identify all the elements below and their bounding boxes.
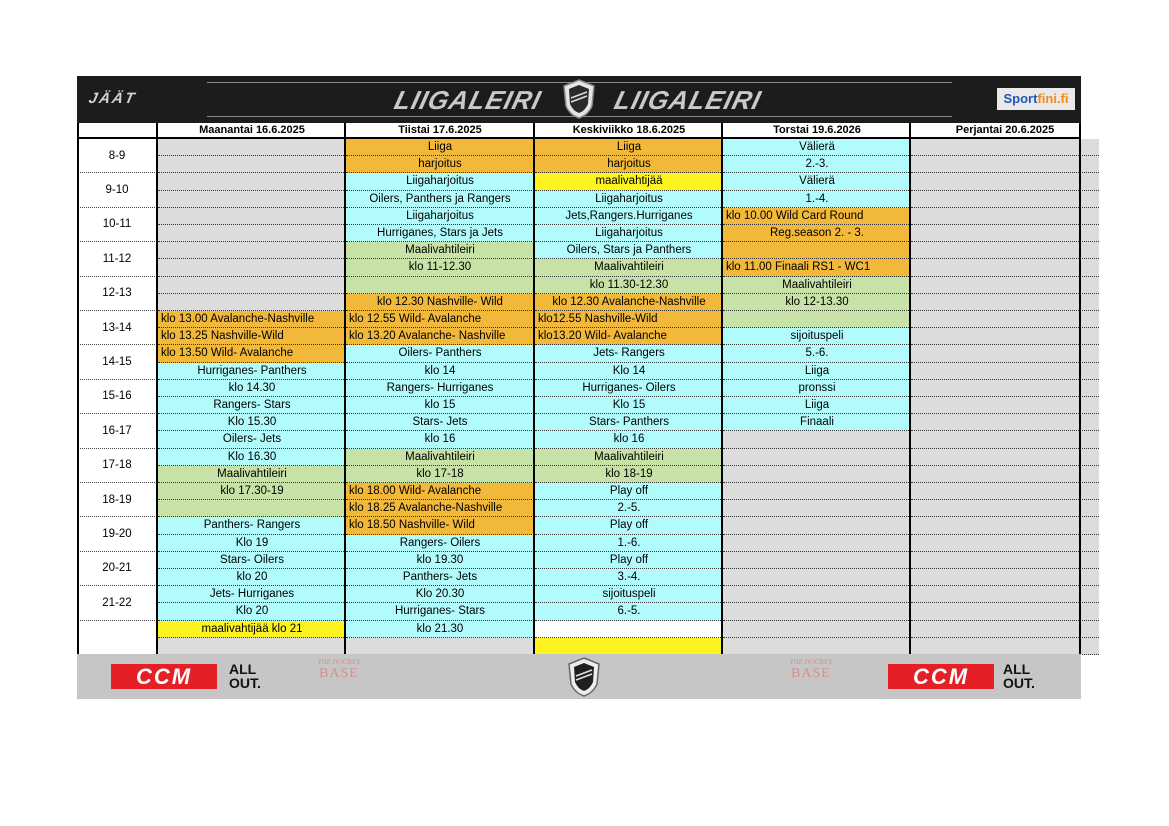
schedule-cell: klo 11.30-12.30 (535, 277, 723, 294)
allout-line1-right: ALL (1003, 661, 1031, 677)
schedule-cell: Maalivahtileiri (346, 449, 534, 466)
ccm-logo-left: CCM (111, 664, 217, 689)
time-slot-label: 8-9 (77, 139, 157, 173)
schedule-cell: klo 18-19 (535, 466, 723, 483)
schedule-cell: Liigaharjoitus (535, 191, 723, 208)
schedule-cell: Liiga (723, 363, 911, 380)
schedule-cell: klo 15 (346, 397, 534, 414)
schedule-cell: maalivahtijää (535, 173, 723, 190)
schedule-cell: 5.-6. (723, 345, 911, 362)
schedule-cell: Hurriganes- Panthers (158, 363, 346, 380)
schedule-cell (158, 294, 346, 311)
schedule-cell (911, 328, 1099, 345)
time-slot-label: 19-20 (77, 517, 157, 551)
schedule-cell (911, 431, 1099, 448)
schedule-cell (911, 638, 1099, 655)
schedule-cell: klo 16 (535, 431, 723, 448)
schedule-cell: Maalivahtileiri (535, 259, 723, 276)
schedule-cell (723, 586, 911, 603)
schedule-cell (911, 345, 1099, 362)
schedule-cell (911, 397, 1099, 414)
day-header: Torstai 19.6.2026 (773, 124, 861, 136)
schedule-cell: klo 19.30 (346, 552, 534, 569)
allout-logo-right (1003, 662, 1035, 690)
schedule-cell (158, 208, 346, 225)
schedule-cell: Hurriganes- Stars (346, 603, 534, 620)
schedule-cell (911, 449, 1099, 466)
header-divider (77, 137, 1081, 139)
day-header: Perjantai 20.6.2025 (955, 124, 1055, 136)
schedule-cell: Liiga (535, 139, 723, 156)
schedule-cell (911, 225, 1099, 242)
schedule-cell (346, 638, 534, 655)
schedule-cell: Finaali (723, 414, 911, 431)
schedule-cell: Hurriganes, Stars ja Jets (346, 225, 534, 242)
schedule-cell (535, 621, 723, 638)
schedule-cell: klo 12.55 Wild- Avalanche (346, 311, 534, 328)
schedule-cell (911, 535, 1099, 552)
schedule-cell (911, 517, 1099, 534)
schedule-cell (158, 156, 346, 173)
schedule-cell: Jets- Rangers (535, 345, 723, 362)
schedule-cell: Stars- Oilers (158, 552, 346, 569)
column-divider (909, 123, 911, 654)
schedule-cell (911, 156, 1099, 173)
ccm-logo-right: CCM (888, 664, 994, 689)
schedule-cell: Stars- Panthers (535, 414, 723, 431)
schedule-cell: Play off (535, 517, 723, 534)
schedule-cell: pronssi (723, 380, 911, 397)
schedule-cell (911, 311, 1099, 328)
schedule-cell: klo 18.00 Wild- Avalanche (346, 483, 534, 500)
time-slot-label: 11-12 (77, 242, 157, 276)
time-slot-label: 17-18 (77, 449, 157, 483)
schedule-cell: Hurriganes- Oilers (535, 380, 723, 397)
schedule-cell (723, 311, 911, 328)
column-divider (344, 123, 346, 654)
schedule-cell: Klo 15 (535, 397, 723, 414)
schedule-cell: Maalivahtileiri (723, 277, 911, 294)
schedule-cell (911, 500, 1099, 517)
schedule-cell: klo 14.30 (158, 380, 346, 397)
schedule-cell (723, 500, 911, 517)
schedule-cell (911, 586, 1099, 603)
schedule-cell (911, 552, 1099, 569)
schedule-cell (911, 277, 1099, 294)
schedule-cell: klo 10.00 Wild Card Round (723, 208, 911, 225)
schedule-grid (77, 123, 1081, 654)
schedule-cell: 2.-3. (723, 156, 911, 173)
schedule-cell: Play off (535, 552, 723, 569)
schedule-cell: klo 16 (346, 431, 534, 448)
schedule-cell (723, 535, 911, 552)
schedule-cell: klo 17.30-19 (158, 483, 346, 500)
schedule-cell: klo13.20 Wild- Avalanche (535, 328, 723, 345)
schedule-cell (911, 259, 1099, 276)
schedule-cell: Liiga (723, 397, 911, 414)
schedule-cell (723, 603, 911, 620)
schedule-cell: Oilers, Stars ja Panthers (535, 242, 723, 259)
footer-sponsors (77, 654, 1081, 699)
schedule-cell (158, 277, 346, 294)
schedule-cell (911, 414, 1099, 431)
sponsor-text-b: fini.fi (1037, 91, 1069, 106)
schedule-cell: harjoitus (346, 156, 534, 173)
schedule-cell: klo 13.20 Avalanche- Nashville (346, 328, 534, 345)
schedule-cell: klo 11.00 Finaali RS1 - WC1 (723, 259, 911, 276)
schedule-cell: Jets- Hurriganes (158, 586, 346, 603)
schedule-cell: maalivahtijää klo 21 (158, 621, 346, 638)
allout-logo-left (229, 662, 261, 690)
schedule-cell: Jets,Rangers.Hurriganes (535, 208, 723, 225)
time-slot-label: 13-14 (77, 311, 157, 345)
schedule-cell (911, 294, 1099, 311)
schedule-cell (158, 638, 346, 655)
schedule-cell: klo 14 (346, 363, 534, 380)
schedule-cell (723, 449, 911, 466)
schedule-cell: harjoitus (535, 156, 723, 173)
schedule-cell: Välierä (723, 173, 911, 190)
time-slot-label: 15-16 (77, 380, 157, 414)
schedule-cell (911, 466, 1099, 483)
schedule-cell (158, 191, 346, 208)
schedule-cell (723, 638, 911, 655)
schedule-cell (346, 277, 534, 294)
hockeybase-logo-right (785, 658, 837, 696)
schedule-cell: sijoituspeli (535, 586, 723, 603)
schedule-cell: Liigaharjoitus (535, 225, 723, 242)
day-header: Tiistai 17.6.2025 (398, 124, 482, 136)
schedule-cell: Panthers- Rangers (158, 517, 346, 534)
schedule-cell: sijoituspeli (723, 328, 911, 345)
column-divider (533, 123, 535, 654)
schedule-cell: klo 20 (158, 569, 346, 586)
hockeybase-line1: THE HOCKEY (317, 658, 361, 666)
schedule-cell: klo 13.25 Nashville-Wild (158, 328, 346, 345)
schedule-cell (158, 139, 346, 156)
schedule-cell: klo 12.30 Avalanche-Nashville (535, 294, 723, 311)
time-slot-label: 18-19 (77, 483, 157, 517)
schedule-cell: Välierä (723, 139, 911, 156)
schedule-cell: Reg.season 2. - 3. (723, 225, 911, 242)
schedule-cell (911, 569, 1099, 586)
brand-logo: JÄÄT (87, 90, 138, 107)
schedule-cell: 1.-4. (723, 191, 911, 208)
schedule-cell: Panthers- Jets (346, 569, 534, 586)
schedule-cell (911, 139, 1099, 156)
schedule-cell: klo 13.00 Avalanche-Nashville (158, 311, 346, 328)
sponsor-logo (997, 88, 1075, 110)
hockeybase-logo-left (313, 658, 365, 696)
schedule-cell: klo 12.30 Nashville- Wild (346, 294, 534, 311)
schedule-cell (723, 483, 911, 500)
schedule-cell (911, 208, 1099, 225)
camp-title-right: LIIGALEIRI (611, 85, 765, 115)
schedule-cell: klo12.55 Nashville-Wild (535, 311, 723, 328)
time-slot-label: 20-21 (77, 552, 157, 586)
schedule-cell (723, 569, 911, 586)
schedule-cell: Maalivahtileiri (158, 466, 346, 483)
schedule-cell: Rangers- Oilers (346, 535, 534, 552)
schedule-cell: Maalivahtileiri (535, 449, 723, 466)
allout-line1: ALL (229, 661, 257, 677)
column-divider (156, 123, 158, 654)
time-slot-label: 14-15 (77, 345, 157, 379)
schedule-cell (723, 431, 911, 448)
time-slot-label: 9-10 (77, 173, 157, 207)
schedule-cell: Klo 19 (158, 535, 346, 552)
schedule-cell: Maalivahtileiri (346, 242, 534, 259)
schedule-cell: Liigaharjoitus (346, 173, 534, 190)
hockeybase-line2-right: BASE (791, 666, 831, 681)
time-slot-label: 16-17 (77, 414, 157, 448)
schedule-cell (158, 259, 346, 276)
schedule-cell: Oilers, Panthers ja Rangers (346, 191, 534, 208)
league-shield-footer-icon (565, 656, 603, 698)
schedule-cell: Klo 16.30 (158, 449, 346, 466)
time-slot-label (77, 621, 157, 655)
header-banner (77, 76, 1081, 123)
schedule-cell: Klo 20 (158, 603, 346, 620)
time-slot-label: 21-22 (77, 586, 157, 620)
league-shield-icon (561, 78, 597, 120)
schedule-cell: Stars- Jets (346, 414, 534, 431)
schedule-cell: klo 11-12.30 (346, 259, 534, 276)
schedule-cell (535, 638, 723, 655)
schedule-cell: Rangers- Hurriganes (346, 380, 534, 397)
schedule-cell: klo 18.25 Avalanche-Nashville (346, 500, 534, 517)
allout-line2: OUT. (229, 675, 261, 691)
schedule-cell: Klo 14 (535, 363, 723, 380)
schedule-cell: klo 18.50 Nashville- Wild (346, 517, 534, 534)
schedule-cell: klo 12-13.30 (723, 294, 911, 311)
schedule-cell (911, 621, 1099, 638)
column-divider (1079, 123, 1081, 654)
time-slot-label: 10-11 (77, 208, 157, 242)
schedule-cell: Rangers- Stars (158, 397, 346, 414)
schedule-cell (911, 363, 1099, 380)
schedule-cell (911, 380, 1099, 397)
hockeybase-line2: BASE (319, 666, 359, 681)
sponsor-text-a: Sport (1003, 91, 1038, 106)
schedule-cell: Oilers- Panthers (346, 345, 534, 362)
schedule-cell: 6.-5. (535, 603, 723, 620)
schedule-cell (158, 242, 346, 259)
column-divider (77, 123, 79, 654)
schedule-cell (723, 621, 911, 638)
column-divider (721, 123, 723, 654)
schedule-cell: Klo 20.30 (346, 586, 534, 603)
hockeybase-line1-right: THE HOCKEY (789, 658, 833, 666)
schedule-cell: Liiga (346, 139, 534, 156)
schedule-cell: klo 13.50 Wild- Avalanche (158, 345, 346, 362)
schedule-cell: klo 21.30 (346, 621, 534, 638)
schedule-cell (911, 191, 1099, 208)
schedule-cell (723, 517, 911, 534)
schedule-cell (911, 173, 1099, 190)
allout-line2-right: OUT. (1003, 675, 1035, 691)
schedule-cell: Liigaharjoitus (346, 208, 534, 225)
day-header: Keskiviikko 18.6.2025 (572, 124, 686, 136)
schedule-cell: Klo 15.30 (158, 414, 346, 431)
schedule-cell (911, 242, 1099, 259)
schedule-cell (158, 500, 346, 517)
schedule-cell (723, 466, 911, 483)
schedule-cell (911, 603, 1099, 620)
schedule-cell (158, 225, 346, 242)
day-header: Maanantai 16.6.2025 (199, 124, 305, 136)
schedule-cell: 2.-5. (535, 500, 723, 517)
schedule-cell (723, 552, 911, 569)
schedule-cell: Play off (535, 483, 723, 500)
time-slot-label: 12-13 (77, 277, 157, 311)
schedule-cell: 3.-4. (535, 569, 723, 586)
schedule-cell (723, 242, 911, 259)
schedule-cell: 1.-6. (535, 535, 723, 552)
camp-title-left: LIIGALEIRI (391, 85, 545, 115)
schedule-cell (911, 483, 1099, 500)
schedule-cell: Oilers- Jets (158, 431, 346, 448)
schedule-cell: klo 17-18 (346, 466, 534, 483)
schedule-cell (158, 173, 346, 190)
